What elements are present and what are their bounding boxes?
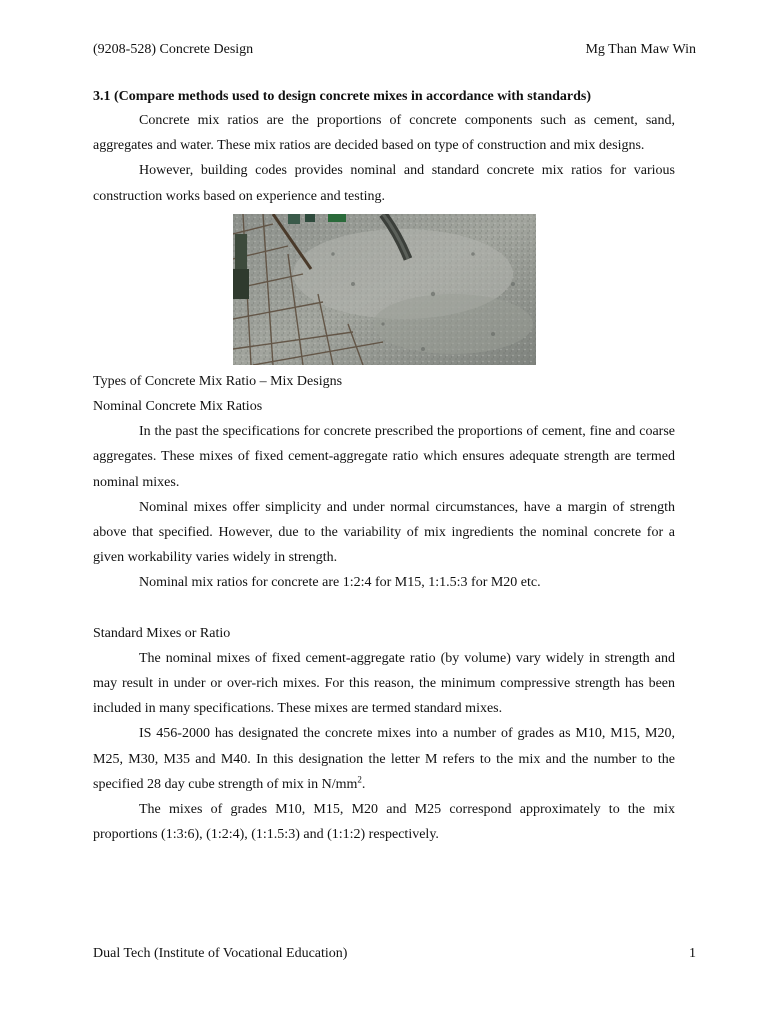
footer-institute: Dual Tech (Institute of Vocational Education): [93, 946, 348, 961]
standard-paragraph-3: The mixes of grades M10, M15, M20 and M25 correspond approximately to the mix proportions (1:3:6), (1:2:4), (1:1.5:3) and (1:1:2) respectively.: [93, 802, 675, 843]
document-body: [93, 86, 675, 847]
intro-paragraph-1: Concrete mix ratios are the proportions of concrete components such as cement, sand, aggregates and water. These mix ratios are decided based on type of construction and mix designs.: [93, 113, 675, 154]
standard-paragraph-2-end: .: [361, 776, 366, 792]
intro-paragraph-2: However, building codes provides nominal and standard concrete mix ratios for various construction works based on experience and testing.: [93, 163, 675, 204]
types-title: Types of Concrete Mix Ratio – Mix Designs: [93, 373, 343, 389]
standard-paragraph-1: The nominal mixes of fixed cement-aggregate ratio (by volume) vary widely in strength and may result in under or over-rich mixes. For this reason, the minimum compressive strength has been included in many specifications. These mixes are termed standard mixes.: [93, 650, 675, 717]
header-author: Mg Than Maw Win: [585, 42, 696, 57]
figure-container: [93, 214, 675, 365]
nominal-paragraph-3: Nominal mix ratios for concrete are 1:2:4 for M15, 1:1.5:3 for M20 etc.: [139, 575, 541, 591]
page-number: 1: [689, 946, 696, 961]
section-heading: 3.1 (Compare methods used to design concrete mixes in accordance with standards): [93, 89, 592, 104]
nominal-paragraph-2: Nominal mixes offer simplicity and under normal circumstances, have a margin of strength above that specified. However, due to the variability of mix ingredients the nominal concrete for a given workability varies widely in strength.: [93, 499, 675, 566]
nominal-title: Nominal Concrete Mix Ratios: [93, 399, 263, 415]
unit-superscript: 2: [357, 774, 362, 785]
nominal-paragraph-1: In the past the specifications for concrete prescribed the proportions of cement, fine and coarse aggregates. These mixes of fixed cement-aggregate ratio which ensures adequate strength are termed nominal mixes.: [93, 424, 675, 490]
standard-paragraph-2-text: IS 456-2000 has designated the concrete mixes into a number of grades as M10, M15, M20, M25, M30, M35 and M40. In this designation the letter M refers to the mix and the number to the specified 28 day cube strength of mix in N/mm: [93, 726, 675, 792]
section-spacer: [93, 596, 675, 621]
concrete-pouring-photo: [233, 214, 536, 365]
header-course-title: (9208-528) Concrete Design: [93, 42, 254, 57]
standard-title: Standard Mixes or Ratio: [93, 625, 231, 641]
standard-paragraph-2: [93, 721, 675, 797]
